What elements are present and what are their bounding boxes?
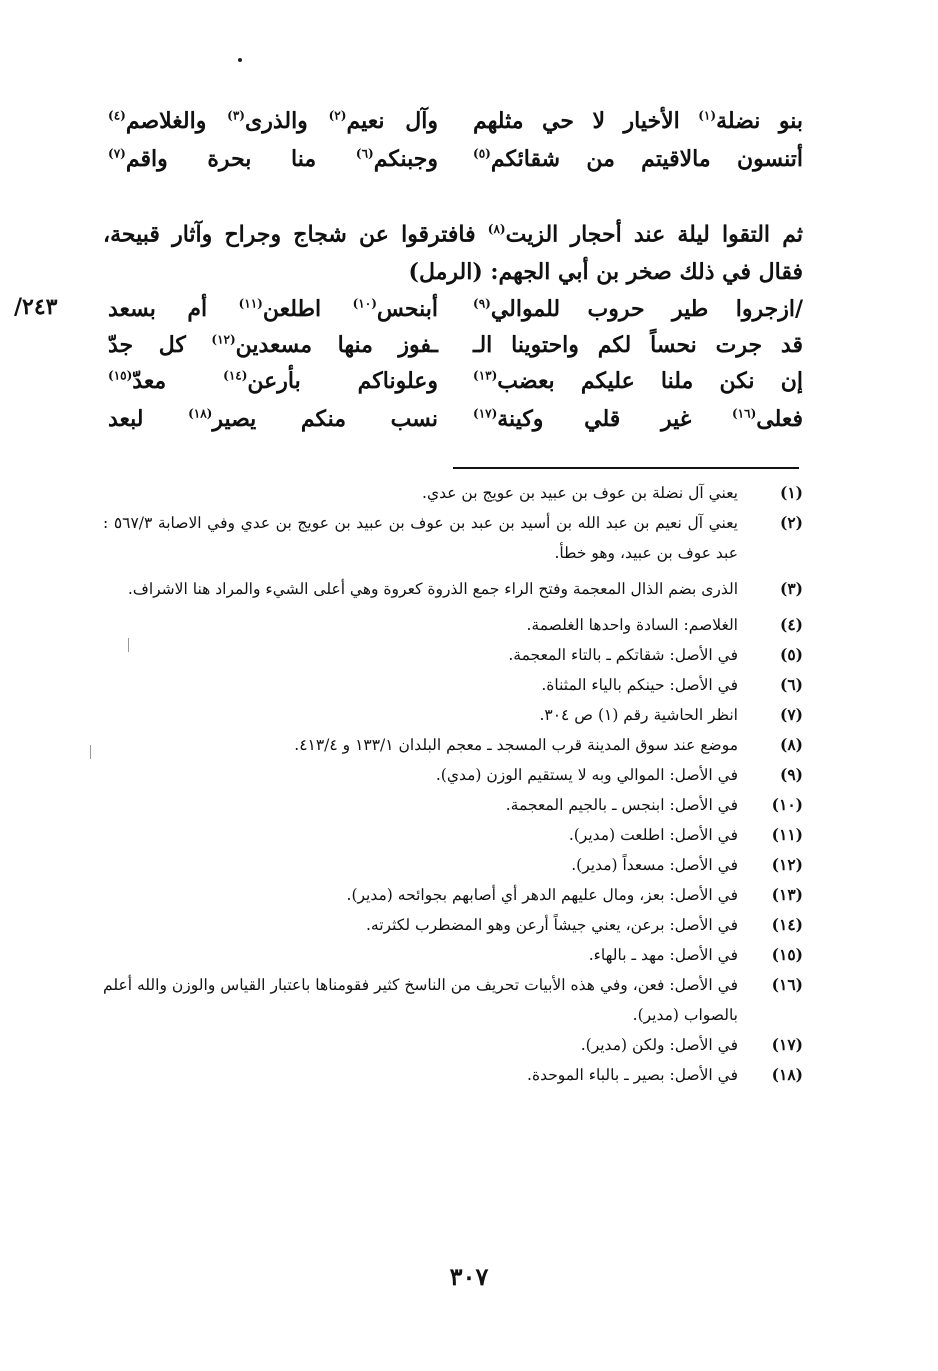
footnote: (٨) موضع عند سوق المدينة قرب المسجد ـ معجم البلدان ١٣٣/١ و ٤١٣/٤. xyxy=(294,735,803,754)
ink-dot xyxy=(238,58,242,62)
first-hemistich: إن نكن ملنا عليكم بعضب$^{(١٣)}$ xyxy=(473,368,803,394)
footnote: (٥) في الأصل: شقاتكم ـ بالتاء المعجمة. xyxy=(508,645,803,664)
verse-line xyxy=(108,296,803,332)
footnote: (٧) انظر الحاشية رقم (١) ص ٣٠٤. xyxy=(539,705,803,724)
footnote: (١٦) في الأصل: فعن، وفي هذه الأبيات تحريف من الناسخ كثير فقومناها باعتبار القياس والوزن والله أعلم بالصواب (مدير). xyxy=(103,975,803,1024)
footnote: (٩) في الأصل: الموالي وبه لا يستقيم الوزن (مدي). xyxy=(435,765,803,784)
footnote: (١٤) في الأصل: برعن، يعني جيشاً أرعن وهو المضطرب لكثرته. xyxy=(366,915,803,934)
first-hemistich: بنو نضلة$^{(١)}$ الأخيار لا حي مثلهم xyxy=(473,108,803,134)
first-hemistich: أتنسون مالاقيتم من شقائكم$^{(٥)}$ xyxy=(473,146,803,172)
footnote: (١١) في الأصل: اطلعت (مدير). xyxy=(568,825,803,844)
footnote: (١٥) في الأصل: مهد ـ بالهاء. xyxy=(588,945,803,964)
page-number: ٣٠٧ xyxy=(449,1262,489,1291)
second-hemistich: ـفوز منها مسعدين$^{(١٢)}$ كل جدّ xyxy=(108,332,438,358)
footnote: (١٢) في الأصل: مسعداً (مدير). xyxy=(571,855,803,874)
first-hemistich: قد جرت نحساً لكم واحتوينا الـ xyxy=(473,332,803,358)
footnote-rule xyxy=(453,467,799,469)
scan-mark xyxy=(90,745,91,759)
scan-mark xyxy=(128,638,129,652)
footnote: (١٧) في الأصل: ولكن (مدير). xyxy=(580,1035,803,1054)
second-hemistich: وعلوناكم بأرعن$^{(١٤)}$ معدّ$^{(١٥)}$ xyxy=(108,368,438,394)
second-hemistich: نسب منكم يصير$^{(١٨)}$ لبعد xyxy=(108,406,438,432)
marginal-page-marker: /٢٤٣ xyxy=(14,294,58,320)
footnote: (١٨) في الأصل: بصير ـ بالباء الموحدة. xyxy=(527,1065,803,1084)
verse-line xyxy=(108,332,803,368)
second-hemistich: وآل نعيم$^{(٢)}$ والذرى$^{(٣)}$ والغلاصم$^{(٤)}$ xyxy=(108,108,438,134)
verse-line xyxy=(108,146,803,182)
second-hemistich: وجبنكم$^{(٦)}$ منا بحرة واقم$^{(٧)}$ xyxy=(108,146,438,172)
first-hemistich: فعلى$^{(١٦)}$ غير قلي وكينة$^{(١٧)}$ xyxy=(473,406,803,432)
footnote: (١٣) في الأصل: بعز، ومال عليهم الدهر أي أصابهم بجوائحه (مدير). xyxy=(346,885,803,904)
verse-line xyxy=(108,108,803,144)
footnote: (١) يعني آل نضلة بن عوف بن عبيد بن عويج بن عدي. xyxy=(422,483,803,502)
footnote: (١٠) في الأصل: ابنجس ـ بالجيم المعجمة. xyxy=(505,795,803,814)
first-hemistich: /ازجروا طير حروب للموالي$^{(٩)}$ xyxy=(473,296,803,322)
verse-line xyxy=(108,406,803,442)
footnote: (٣) الذرى بضم الذال المعجمة وفتح الراء جمع الذروة كعروة وهي أعلى الشيء والمراد هنا الاشراف. xyxy=(127,579,803,598)
footnote: (٦) في الأصل: حينكم بالياء المثناة. xyxy=(541,675,803,694)
footnote: (٤) الغلاصم: السادة واحدها الغلصمة. xyxy=(526,615,803,634)
footnote: (٢) يعني آل نعيم بن عبد الله بن أسيد بن عبد بن عوف بن عبيد بن عويج بن عدي وفي الاصابة ٥٦٧/٣ : عبد عوف بن عبيد، وهو خطأ. xyxy=(103,513,803,562)
prose-paragraph: ثم التقوا ليلة عند أحجار الزيت$^{(٨)}$ فافترقوا عن شجاج وجراح وآثار قبيحة، فقال في ذلك صخر بن أبي الجهم: (الرمل) xyxy=(103,221,803,286)
footnotes xyxy=(103,478,803,1090)
verse-line xyxy=(108,368,803,404)
second-hemistich: أبنحس$^{(١٠)}$ اطلعن$^{(١١)}$ أم بسعد xyxy=(108,296,438,322)
